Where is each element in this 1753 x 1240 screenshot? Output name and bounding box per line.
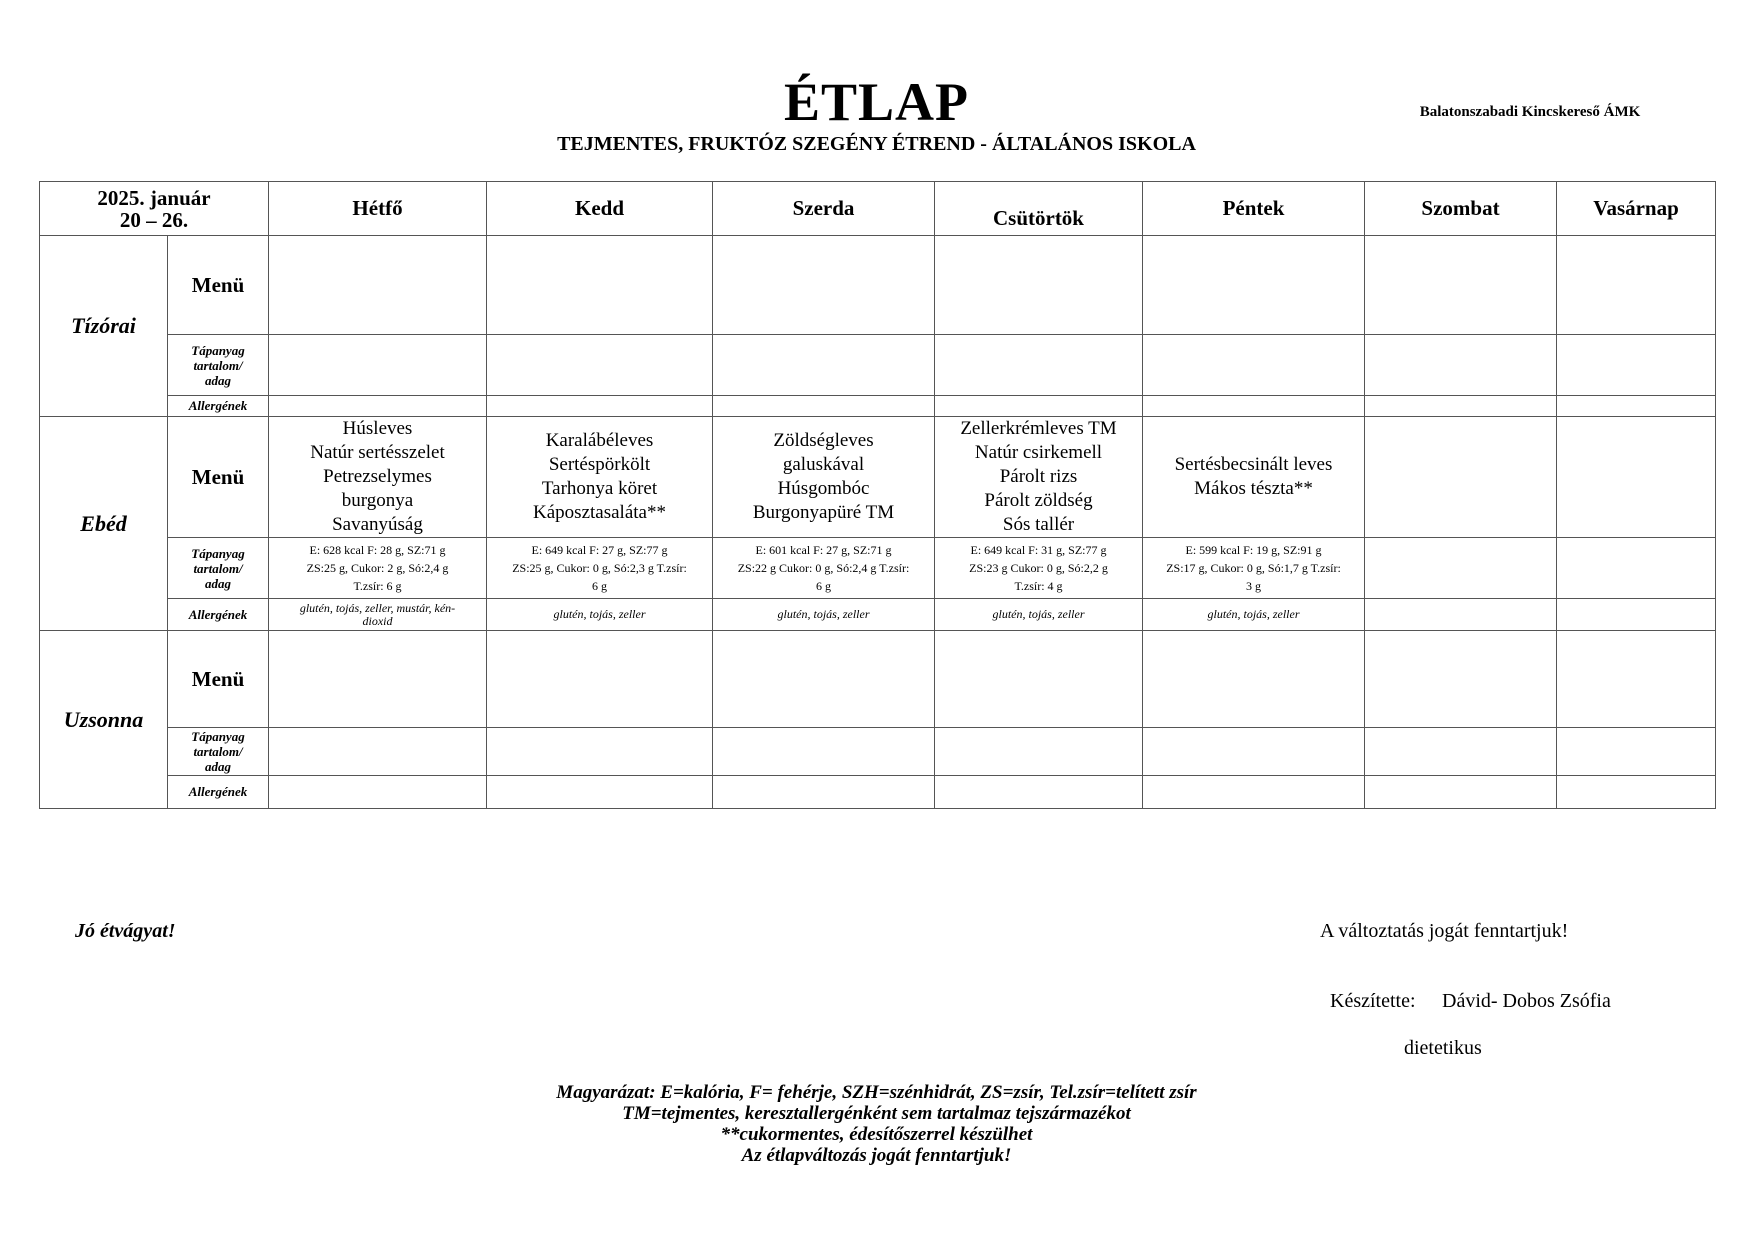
nutrition-line: ZS:25 g, Cukor: 2 g, Só:2,4 g — [306, 561, 449, 575]
nutrition-line: E: 599 kcal F: 19 g, SZ:91 g — [1185, 543, 1322, 557]
nutrition-line: T.zsír: 6 g — [353, 579, 402, 593]
empty-cell — [1143, 335, 1365, 396]
dish: Húsleves — [342, 418, 413, 439]
empty-cell — [1557, 417, 1716, 538]
empty-cell — [487, 335, 713, 396]
nutrition-line: 6 g — [592, 579, 607, 593]
empty-cell — [1557, 538, 1716, 599]
empty-cell — [1365, 396, 1557, 417]
date-range-cell — [40, 182, 269, 236]
dish: Tarhonya köret — [541, 478, 658, 499]
uzsonna-menu-row — [40, 631, 1716, 728]
row-label-nutrition-line: Tápanyag — [191, 342, 245, 358]
day-header-friday: Péntek — [1143, 182, 1365, 236]
empty-cell — [1143, 236, 1365, 335]
page-title: ÉTLAP — [783, 72, 970, 132]
legend-line: TM=tejmentes, keresztallergénként sem tartalmaz tejszármazékot — [622, 1103, 1131, 1124]
empty-cell — [713, 236, 935, 335]
tizorai-menu-row — [40, 236, 1716, 335]
empty-cell — [713, 335, 935, 396]
author-title: dietetikus — [1404, 1037, 1482, 1059]
menu-cell-monday — [269, 417, 487, 538]
ebed-allergen-row — [40, 599, 1716, 631]
meal-label-ebed: Ebéd — [40, 417, 168, 631]
empty-cell — [487, 396, 713, 417]
row-label-nutrition-line: Tápanyag — [191, 545, 245, 561]
empty-cell — [269, 776, 487, 809]
nutrition-cell-thursday — [935, 538, 1143, 599]
empty-cell — [1365, 599, 1557, 631]
header-row — [40, 182, 1716, 236]
allergen-cell-monday — [269, 599, 487, 631]
empty-cell — [935, 776, 1143, 809]
allergen-cell-thursday: glutén, tojás, zeller — [935, 599, 1143, 631]
empty-cell — [1557, 728, 1716, 776]
dish: Párolt zöldség — [984, 490, 1093, 511]
row-label-nutrition-line: adag — [205, 372, 231, 388]
nutrition-cell-monday — [269, 538, 487, 599]
empty-cell — [1557, 236, 1716, 335]
row-label-nutrition-line: Tápanyag — [191, 729, 245, 744]
empty-cell — [487, 776, 713, 809]
uzsonna-allergen-row — [40, 776, 1716, 809]
empty-cell — [269, 631, 487, 728]
allergen-cell-friday: glutén, tojás, zeller — [1143, 599, 1365, 631]
nutrition-line: ZS:25 g, Cukor: 0 g, Só:2,3 g T.zsír: — [512, 561, 687, 575]
dish: Burgonyapüré TM — [752, 502, 895, 523]
empty-cell — [713, 728, 935, 776]
empty-cell — [1365, 631, 1557, 728]
empty-cell — [269, 236, 487, 335]
row-label-allergens: Allergének — [168, 776, 269, 809]
nutrition-line: ZS:22 g Cukor: 0 g, Só:2,4 g T.zsír: — [737, 561, 910, 575]
dish: burgonya — [341, 490, 414, 511]
allergen-cell-wednesday: glutén, tojás, zeller — [713, 599, 935, 631]
empty-cell — [1365, 728, 1557, 776]
empty-cell — [1143, 396, 1365, 417]
dish: Savanyúság — [332, 514, 423, 535]
nutrition-cell-friday — [1143, 538, 1365, 599]
empty-cell — [487, 728, 713, 776]
date-line-1: 2025. január — [97, 185, 211, 210]
empty-cell — [1143, 631, 1365, 728]
rights-reserved-text: A változtatás jogát fenntartjuk! — [1320, 920, 1569, 942]
dish: Káposztasaláta** — [533, 502, 666, 523]
row-label-menu: Menü — [168, 417, 269, 538]
empty-cell — [1365, 236, 1557, 335]
legend-line: Az étlapváltozás jogát fenntartjuk! — [741, 1145, 1012, 1166]
empty-cell — [713, 776, 935, 809]
allergen-cell-tuesday: glutén, tojás, zeller — [487, 599, 713, 631]
nutrition-cell-wednesday — [713, 538, 935, 599]
nutrition-line: 6 g — [816, 579, 831, 593]
dish: Sertéspörkölt — [548, 454, 651, 475]
legend-line: **cukormentes, édesítőszerrel készülhet — [720, 1124, 1033, 1145]
row-label-allergens: Allergének — [168, 599, 269, 631]
meal-label-uzsonna: Uzsonna — [40, 631, 168, 809]
dish: Párolt rizs — [999, 466, 1078, 487]
allergen-line: glutén, tojás, zeller, mustár, kén- — [299, 600, 456, 615]
empty-cell — [1365, 417, 1557, 538]
day-header-tuesday: Kedd — [487, 182, 713, 236]
day-header-wednesday: Szerda — [713, 182, 935, 236]
empty-cell — [1365, 776, 1557, 809]
row-label-nutrition-line: tartalom/ — [193, 357, 243, 373]
page-subtitle: TEJMENTES, FRUKTÓZ SZEGÉNY ÉTREND - ÁLTALÁNOS ISKOLA — [557, 133, 1196, 155]
row-label-menu: Menü — [168, 631, 269, 728]
empty-cell — [713, 631, 935, 728]
dish: Húsgombóc — [777, 478, 870, 499]
uzsonna-nutrition-row — [40, 728, 1716, 776]
empty-cell — [1557, 631, 1716, 728]
nutrition-line: E: 649 kcal F: 31 g, SZ:77 g — [970, 543, 1107, 557]
empty-cell — [1557, 599, 1716, 631]
tizorai-allergen-row — [40, 396, 1716, 417]
bon-appetit-text: Jó étvágyat! — [75, 920, 176, 942]
author-label: Készítette: — [1330, 990, 1416, 1012]
empty-cell — [269, 728, 487, 776]
day-header-monday: Hétfő — [269, 182, 487, 236]
menu-cell-thursday — [935, 417, 1143, 538]
dish: Sertésbecsinált leves — [1174, 454, 1333, 475]
nutrition-line: E: 628 kcal F: 28 g, SZ:71 g — [309, 543, 446, 557]
dish: Mákos tészta** — [1194, 478, 1313, 499]
empty-cell — [935, 396, 1143, 417]
row-label-menu: Menü — [168, 236, 269, 335]
nutrition-line: 3 g — [1246, 579, 1261, 593]
institution-name: Balatonszabadi Kincskereső ÁMK — [1419, 104, 1641, 120]
empty-cell — [713, 396, 935, 417]
row-label-nutrition — [168, 335, 269, 396]
ebed-nutrition-row — [40, 538, 1716, 599]
nutrition-line: ZS:23 g Cukor: 0 g, Só:2,2 g — [969, 561, 1108, 575]
dish: Natúr csirkemell — [974, 442, 1103, 463]
row-label-nutrition — [168, 538, 269, 599]
dish: Petrezselymes — [323, 466, 432, 487]
empty-cell — [935, 236, 1143, 335]
empty-cell — [1365, 538, 1557, 599]
dish: Natúr sertésszelet — [310, 442, 445, 463]
day-header-sunday: Vasárnap — [1557, 182, 1716, 236]
dish: Sós tallér — [1002, 514, 1075, 535]
nutrition-line: T.zsír: 4 g — [1014, 579, 1063, 593]
dish: Karalábéleves — [545, 430, 654, 451]
row-label-nutrition-line: tartalom/ — [193, 744, 243, 759]
dish: Zöldségleves — [773, 430, 874, 451]
nutrition-line: E: 649 kcal F: 27 g, SZ:77 g — [531, 543, 668, 557]
menu-cell-friday — [1143, 417, 1365, 538]
empty-cell — [269, 396, 487, 417]
empty-cell — [1557, 776, 1716, 809]
empty-cell — [269, 335, 487, 396]
legend — [0, 1082, 1753, 1166]
row-label-nutrition-line: adag — [205, 759, 231, 774]
row-label-allergens: Allergének — [168, 396, 269, 417]
day-header-thursday: Csütörtök — [935, 182, 1143, 236]
dish: galuskával — [782, 454, 865, 475]
row-label-nutrition-line: tartalom/ — [193, 560, 243, 576]
empty-cell — [1557, 335, 1716, 396]
empty-cell — [1143, 728, 1365, 776]
day-header-saturday: Szombat — [1365, 182, 1557, 236]
weekly-menu-table — [39, 181, 1716, 809]
nutrition-line: E: 601 kcal F: 27 g, SZ:71 g — [755, 543, 892, 557]
empty-cell — [1557, 396, 1716, 417]
menu-cell-wednesday — [713, 417, 935, 538]
date-line-2: 20 – 26. — [119, 207, 189, 232]
allergen-line: dioxid — [362, 613, 393, 628]
row-label-nutrition — [168, 728, 269, 776]
empty-cell — [487, 631, 713, 728]
empty-cell — [935, 631, 1143, 728]
nutrition-cell-tuesday — [487, 538, 713, 599]
tizorai-nutrition-row — [40, 335, 1716, 396]
empty-cell — [487, 236, 713, 335]
empty-cell — [935, 728, 1143, 776]
empty-cell — [1365, 335, 1557, 396]
meal-label-tizorai: Tízórai — [40, 236, 168, 417]
dish: Zellerkrémleves TM — [960, 418, 1117, 439]
author-name: Dávid- Dobos Zsófia — [1442, 990, 1611, 1012]
legend-line: Magyarázat: E=kalória, F= fehérje, SZH=szénhidrát, ZS=zsír, Tel.zsír=telített zsír — [556, 1082, 1197, 1103]
empty-cell — [935, 335, 1143, 396]
empty-cell — [1143, 776, 1365, 809]
ebed-menu-row — [40, 417, 1716, 538]
nutrition-line: ZS:17 g, Cukor: 0 g, Só:1,7 g T.zsír: — [1166, 561, 1341, 575]
row-label-nutrition-line: adag — [205, 575, 231, 591]
menu-cell-tuesday — [487, 417, 713, 538]
